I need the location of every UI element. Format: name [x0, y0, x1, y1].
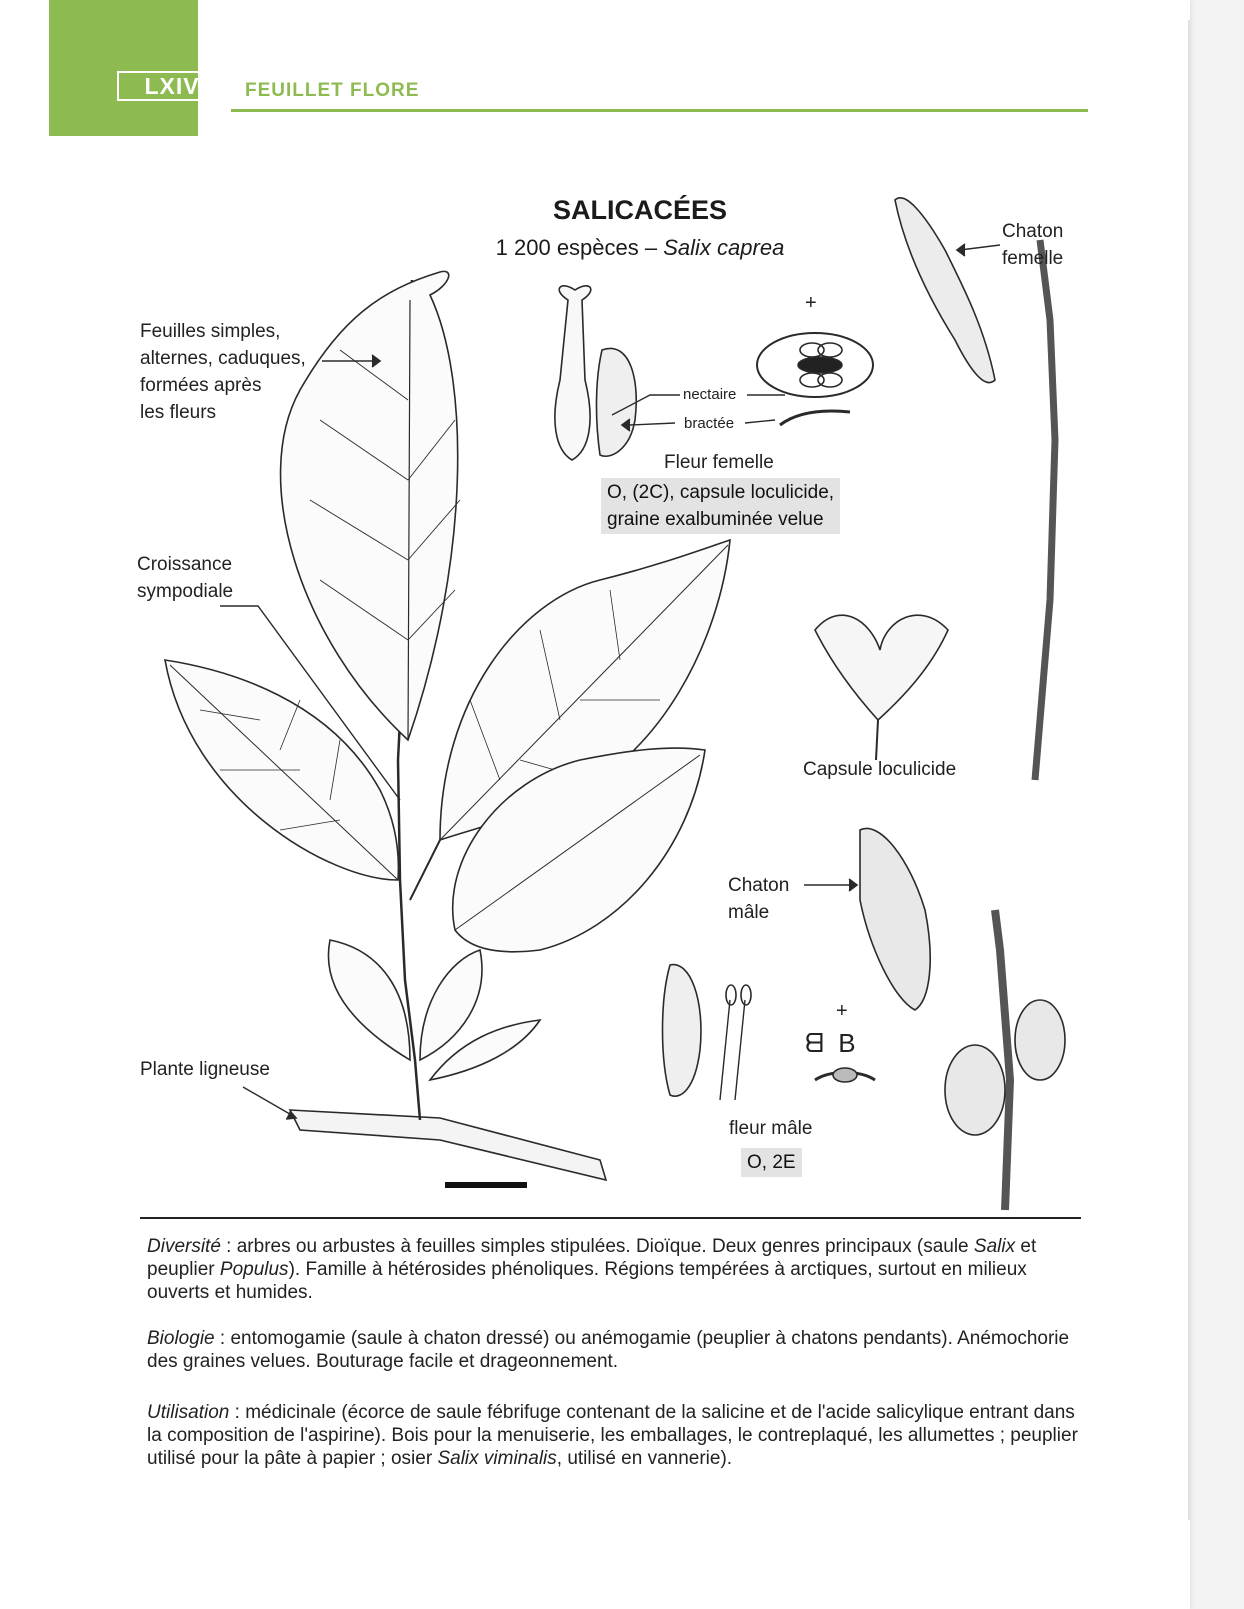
female-floral-formula: O, (2C), capsule loculicide, graine exalbuminée velue — [601, 478, 840, 534]
leaf-small-1 — [328, 940, 410, 1060]
label-woody-plant: Plante ligneuse — [140, 1059, 270, 1080]
page-edge-rule — [1188, 20, 1190, 1520]
woody-branch — [290, 1110, 606, 1180]
label-female-flower: Fleur femelle — [664, 452, 774, 473]
label-leaves: Feuilles simples, alternes, caduques, formées après les fleurs — [140, 321, 306, 423]
paragraph-biology: Biologie : entomogamie (saule à chaton dressé) ou anémogamie (peuplier à chatons pendants). Anémochorie des graines velues. Bouturage facile et drageonnement. — [147, 1328, 1070, 1372]
label-growth: Croissance sympodiale — [137, 554, 234, 602]
male-bract — [663, 965, 701, 1097]
female-diagram-plus: + — [805, 292, 817, 314]
female-twig — [1035, 240, 1055, 780]
paragraph-diversity: Diversité : arbres ou arbustes à feuilles simples stipulées. Dioïque. Deux genres principaux (saule Salix et peuplier Populus). Famille à hétérosides phénoliques. Régions tempérées à arctiques, surtout en milieux ouverts et humides. — [147, 1236, 1037, 1303]
label-nectary: nectaire — [683, 386, 737, 403]
male-diagram-stamens: ᗺ B — [805, 1028, 856, 1058]
male-floral-formula: O, 2E — [741, 1148, 802, 1177]
label-male-catkin: Chaton mâle — [728, 875, 790, 923]
paragraph-use: Utilisation : médicinale (écorce de saule fébrifuge contenant de la salicine et de l'acide salicylique entrant dans la composition de l'aspirine). Bois pour la menuiserie, les emballages, le contreplaqué, les allumettes ; peuplier utilisé pour la pâte à papier ; osier Salix viminalis, utilisé en vannerie). — [147, 1402, 1078, 1469]
label-female-catkin: Chaton femelle — [1002, 221, 1064, 269]
male-catkin — [860, 828, 930, 1010]
label-bract: bractée — [684, 415, 735, 432]
scale-bar — [445, 1182, 527, 1188]
leaf-top — [281, 271, 458, 740]
capsule — [815, 615, 948, 720]
header-rule — [231, 109, 1088, 112]
male-catkin-2 — [945, 1045, 1005, 1135]
header-green-block — [49, 0, 198, 136]
species-count: 1 200 espèces – — [495, 235, 658, 260]
label-male-flower: fleur mâle — [729, 1118, 813, 1139]
male-stamens — [720, 1000, 745, 1100]
text-divider — [140, 1217, 1081, 1219]
male-catkin-3 — [1015, 1000, 1065, 1080]
page-number: LXIV — [117, 71, 227, 101]
family-name: SALICACÉES — [552, 195, 728, 225]
female-bract — [596, 348, 636, 456]
type-species: Salix caprea — [663, 235, 785, 260]
section-title: FEUILLET FLORE — [245, 80, 420, 101]
male-diagram-plus: + — [836, 1000, 848, 1022]
female-pistil — [555, 286, 591, 460]
label-capsule: Capsule loculicide — [803, 759, 957, 780]
female-catkin — [895, 198, 995, 383]
